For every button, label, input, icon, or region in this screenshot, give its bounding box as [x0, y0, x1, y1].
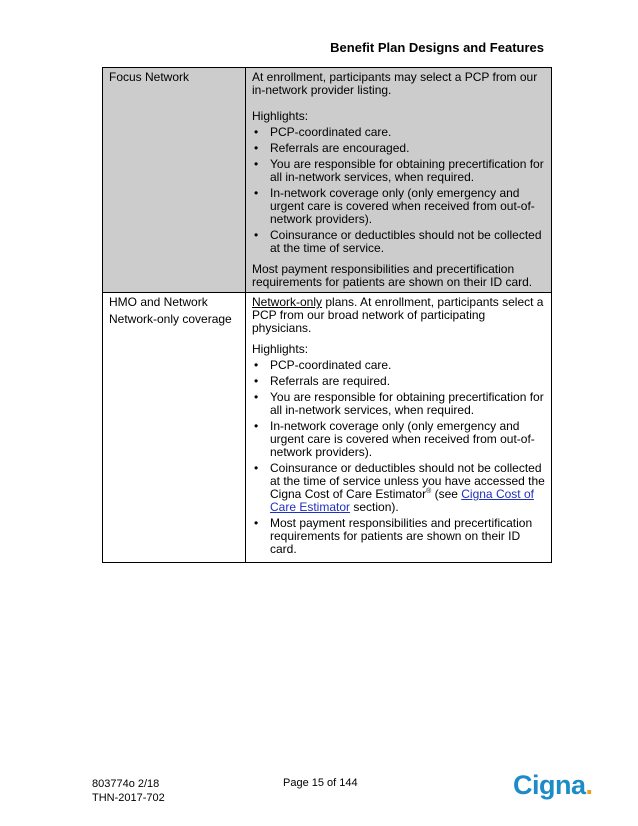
- document-code: THN-2017-702: [92, 792, 165, 804]
- page-header-title: Benefit Plan Designs and Features: [330, 40, 544, 55]
- highlights-label: Highlights:: [252, 109, 309, 123]
- plan-intro-text: plans. At enrollment, participants select a PCP from our broad network of participating physicians.: [252, 295, 544, 335]
- plan-name: Network-only coverage: [109, 312, 232, 326]
- plan-closing-note: Most payment responsibilities and precertification requirements for patients are shown on their ID card.: [252, 262, 533, 289]
- document-code: 803774o 2/18: [92, 778, 160, 790]
- footer-document-codes: [92, 777, 165, 805]
- plan-name: HMO and Network: [109, 295, 208, 309]
- list-item: • PCP-coordinated care.: [252, 359, 547, 372]
- plan-description-cell: [246, 293, 552, 563]
- cigna-logo: [513, 770, 593, 801]
- plan-name-cell: [103, 293, 246, 563]
- page-number: Page 15 of 144: [283, 777, 358, 789]
- list-item: • In-network coverage only (only emergency and urgent care is covered when received from out-of-network providers).: [252, 187, 547, 226]
- list-item: [252, 462, 547, 514]
- bullet-text: Coinsurance or deductibles should not be collected at the time of service unless you have accessed the Cigna Cost of Care Estimator: [270, 461, 545, 501]
- logo-dot: .: [585, 770, 593, 800]
- bullet-text: section).: [350, 500, 399, 514]
- plan-name: Focus Network: [109, 70, 190, 84]
- plan-intro: At enrollment, participants may select a PCP from our in-network provider listing.: [252, 70, 538, 97]
- list-item: • In-network coverage only (only emergency and urgent care is covered when received from out-of-network providers).: [252, 420, 547, 459]
- logo-text: Cigna: [513, 770, 586, 800]
- plan-description-cell: [246, 68, 552, 293]
- list-item: • Referrals are required.: [252, 375, 547, 388]
- table-row-hmo-network: [103, 293, 552, 563]
- list-item: • Most payment responsibilities and precertification requirements for patients are shown on their ID card.: [252, 517, 547, 556]
- highlights-label: Highlights:: [252, 342, 309, 356]
- highlights-list: [252, 359, 547, 556]
- bullet-text: (see: [431, 487, 462, 501]
- table-row-focus-network: [103, 68, 552, 293]
- plan-name-cell: [103, 68, 246, 293]
- list-item: • Referrals are encouraged.: [252, 142, 547, 155]
- plan-features-table: [102, 67, 552, 563]
- highlights-list: [252, 126, 547, 255]
- list-item: • Coinsurance or deductibles should not be collected at the time of service.: [252, 229, 547, 255]
- cost-of-care-estimator-link[interactable]: Cigna Cost of Care Estimator: [270, 487, 534, 514]
- list-item: • You are responsible for obtaining precertification for all in-network services, when required.: [252, 391, 547, 417]
- network-only-term: Network-only: [252, 295, 323, 309]
- list-item: • You are responsible for obtaining precertification for all in-network services, when required.: [252, 158, 547, 184]
- list-item: • PCP-coordinated care.: [252, 126, 547, 139]
- plan-intro: [252, 296, 547, 335]
- registered-mark: ®: [426, 488, 432, 495]
